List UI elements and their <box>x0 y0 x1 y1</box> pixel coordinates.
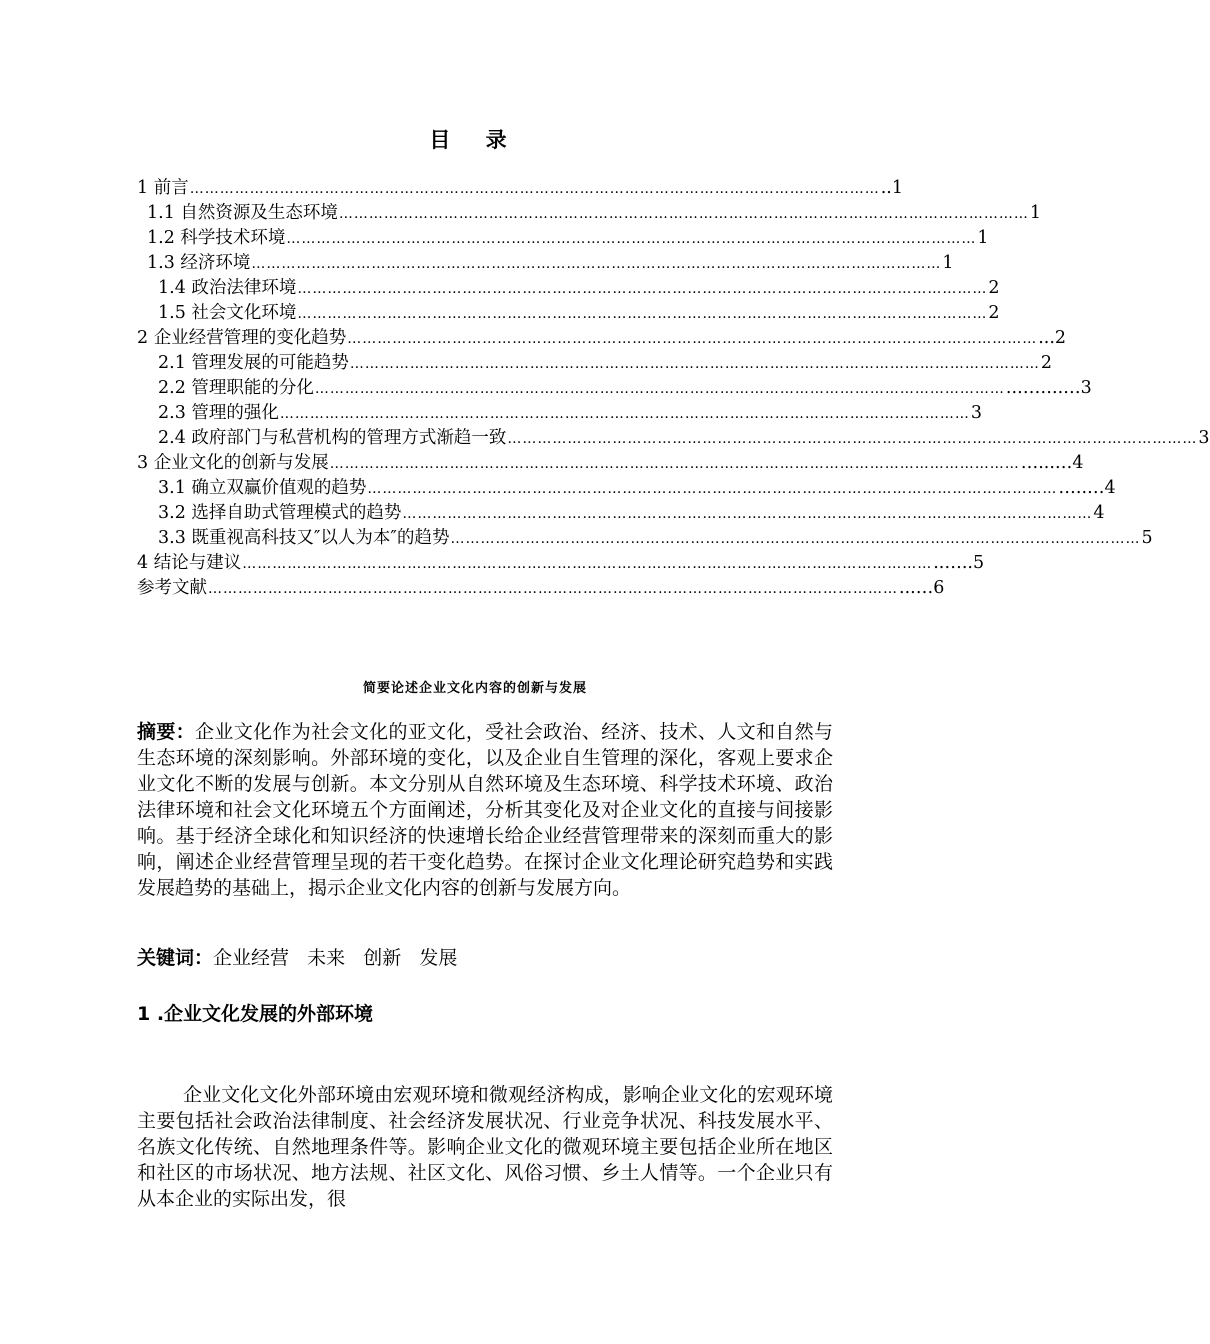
toc-entry <box>158 301 1000 325</box>
toc-entry <box>158 376 1092 400</box>
toc-entry <box>137 451 1084 475</box>
abstract-paragraph <box>137 719 833 901</box>
toc-entry-page: 3 <box>970 403 983 423</box>
abstract-text: 企业文化作为社会文化的亚文化，受社会政治、经济、技术、人文和自然与生态环境的深刻影响。外部环境的变化，以及企业自生管理的深化，客观上要求企业文化不断的发展与创新。本文分别从自然环境及生态环境、科学技术环境、政治法律环境和社会文化环境五个方面阐述，分析其变化及对企业文化的直接与间接影响。基于经济全球化和知识经济的快速增长给企业经营管理带来的深刻而重大的影响，阐述企业经营管理呈现的若干变化趋势。在探讨企业文化理论研究趋势和实践发展趋势的基础上，揭示企业文化内容的创新与发展方向。 <box>137 721 833 899</box>
toc-leader-dots: ………………………………………………………………………………………………………………………… <box>314 381 1005 397</box>
section-paragraph: 企业文化文化外部环境由宏观环境和微观经济构成，影响企业文化的宏观环境主要包括社会政治法律制度、社会经济发展状况、行业竞争状况、科技发展水平、名族文化传统、自然地理条件等。影响企业文化的微观环境主要包括企业所在地区和社区的市场状况、地方法规、社区文化、风俗习惯、乡土人情等。一个企业只有从本企业的实际出发，很 <box>137 1084 833 1210</box>
toc-entry-label: 2 企业经营管理的变化趋势 <box>137 328 347 348</box>
toc-entry-label: 1.5 社会文化环境 <box>158 303 297 323</box>
toc-leader-dots: ………………………………………………………………………………………………………………………… <box>349 356 1040 372</box>
keywords-line <box>137 945 833 971</box>
toc-entry-page: ..……..…3 <box>1005 378 1092 398</box>
abstract-label: 摘要： <box>137 721 196 743</box>
toc-entry <box>137 326 1067 350</box>
toc-entry-label: 2.4 政府部门与私营机构的管理方式渐趋一致 <box>158 428 507 448</box>
toc-leader-dots: ………………………………………………………………………………………………………………………… <box>329 456 1020 472</box>
toc-entry-label: 3.2 选择自助式管理模式的趋势 <box>158 503 402 523</box>
toc-entry-page: ..…..5 <box>933 553 985 573</box>
section-heading: 1 .企业文化发展的外部环境 <box>137 1003 374 1025</box>
toc-entry-page: ..1 <box>880 178 903 198</box>
toc-entry-page: 3 <box>1198 428 1210 448</box>
toc-leader-dots: ………………………………………………………………………………………………………………………… <box>208 581 898 597</box>
toc-entry-label: 2.3 管理的强化 <box>158 403 279 423</box>
toc-entry <box>147 226 989 250</box>
toc-entry <box>147 251 954 275</box>
toc-entry-page: …..…4 <box>1058 478 1116 498</box>
toc-leader-dots: ………………………………………………………………………………………………………………………… <box>297 306 988 322</box>
toc-entry-label: 1.3 经济环境 <box>147 253 251 273</box>
toc-entry <box>137 176 903 200</box>
toc-entry-page: 1 <box>942 253 954 273</box>
toc-entry <box>158 276 1000 300</box>
document-title: 简要论述企业文化内容的创新与发展 <box>362 681 587 696</box>
keywords-text: 企业经营 未来 创新 发展 <box>213 947 458 969</box>
keywords-label: 关键词： <box>137 947 214 969</box>
toc-entry-page: 4 <box>1093 503 1105 523</box>
toc-entry-label: 参考文献 <box>137 578 207 598</box>
toc-leader-dots: ………………………………………………………………………………………………………………………… <box>279 406 970 422</box>
toc-entry-label: 1.2 科学技术环境 <box>147 228 286 248</box>
toc-leader-dots: ………………………………………………………………………………………………………………………… <box>402 506 1093 522</box>
toc-leader-dots: ………………………………………………………………………………………………………………………… <box>297 281 988 297</box>
toc-entry <box>158 426 1210 450</box>
toc-leader-dots: ………………………………………………………………………………………………………………………… <box>286 231 977 247</box>
toc-entry-page: ...2 <box>1038 328 1067 348</box>
toc-entry-page: …...…4 <box>1020 453 1084 473</box>
toc-entry-label: 3.1 确立双赢价值观的趋势 <box>158 478 367 498</box>
toc-entry <box>137 576 945 600</box>
toc-entry-page: 1 <box>977 228 989 248</box>
toc-title: 目 录 <box>429 128 521 152</box>
toc-entry-page: 1 <box>1029 203 1042 223</box>
toc-entry <box>147 201 1042 225</box>
toc-entry-page: ...…6 <box>899 578 945 598</box>
toc-entry-label: 2.1 管理发展的可能趋势 <box>158 353 349 373</box>
toc-entry <box>137 551 985 575</box>
toc-leader-dots: ………………………………………………………………………………………………………………………… <box>347 331 1038 347</box>
toc-entry <box>158 501 1105 525</box>
toc-entry-label: 3.3 既重视高科技又″以人为本″的趋势 <box>158 528 450 548</box>
toc-entry-label: 2.2 管理职能的分化 <box>158 378 314 398</box>
toc-entry-page: 2 <box>1040 353 1053 373</box>
toc-entry-label: 1.1 自然资源及生态环境 <box>147 203 338 223</box>
toc-entry <box>158 476 1116 500</box>
toc-entry-page: 2 <box>988 303 1000 323</box>
toc-entry-page: 2 <box>988 278 1000 298</box>
toc-leader-dots: ………………………………………………………………………………………………………………………… <box>367 481 1058 497</box>
toc-entry-label: 1.4 政治法律环境 <box>158 278 297 298</box>
toc-entry-label: 4 结论与建议 <box>137 553 242 573</box>
toc-entry <box>158 401 983 425</box>
toc-leader-dots: ………………………………………………………………………………………………………………………… <box>507 431 1198 447</box>
toc-entry-label: 1 前言 <box>137 178 189 198</box>
toc-leader-dots: ………………………………………………………………………………………………………………………… <box>242 556 933 572</box>
toc-leader-dots: ………………………………………………………………………………………………………………………… <box>338 206 1029 222</box>
toc-entry <box>158 526 1153 550</box>
toc-leader-dots: ………………………………………………………………………………………………………………………… <box>450 531 1141 547</box>
toc-entry-label: 3 企业文化的创新与发展 <box>137 453 329 473</box>
toc-entry <box>158 351 1053 375</box>
toc-leader-dots: ………………………………………………………………………………………………………………………… <box>251 256 942 272</box>
toc-leader-dots: ………………………………………………………………………………………………………………………… <box>189 181 880 197</box>
toc-entry-page: 5 <box>1141 528 1153 548</box>
